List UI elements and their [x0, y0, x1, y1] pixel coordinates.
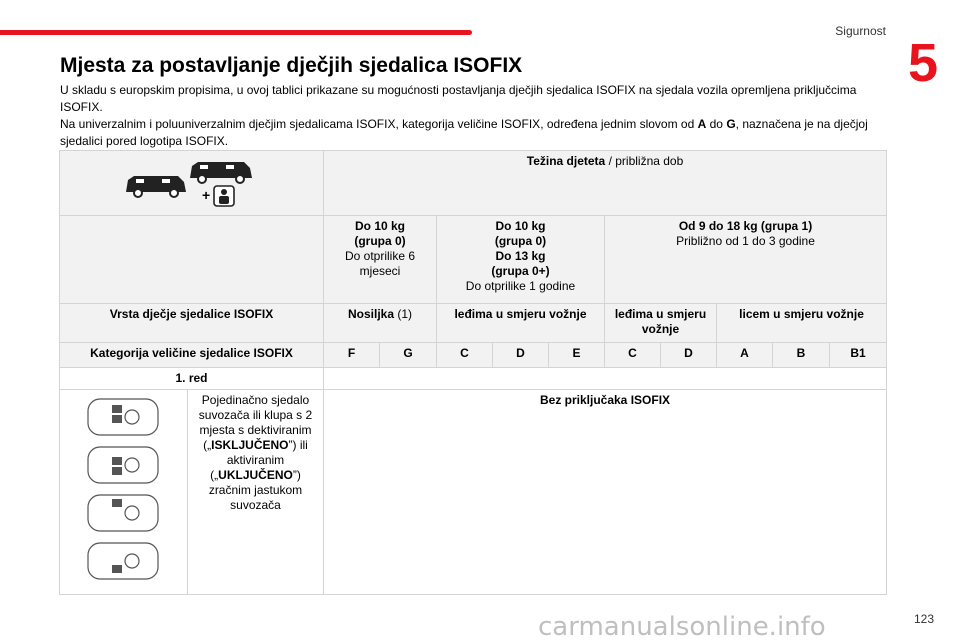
intro-paragraph-1: U skladu s europskim propisima, u ovoj tablici prikazane su mogućnosti postavljanja dječjih sjedalica ISOFIX na sjedala vozila opremljena priključcima ISOFIX.	[60, 83, 857, 114]
no-isofix-cell: Bez priključaka ISOFIX	[324, 390, 887, 595]
van-icon	[126, 176, 186, 197]
type-rear-facing: leđima u smjeru vožnje	[437, 304, 605, 343]
type-nosiljka: Nosiljka (1)	[324, 304, 437, 343]
category-cell: G	[380, 343, 437, 368]
category-cell: D	[493, 343, 549, 368]
row-label-1: 1. red	[60, 368, 324, 390]
isofix-table	[59, 150, 887, 595]
category-cell: A	[717, 343, 773, 368]
car-seat-layout-icon	[74, 395, 174, 585]
van-icon	[190, 162, 252, 183]
vehicle-icons	[122, 154, 262, 208]
category-label: Kategorija veličine sjedalice ISOFIX	[60, 343, 324, 368]
type-rear-facing-2: leđima u smjeru vožnje	[605, 304, 717, 343]
svg-text:+: +	[201, 187, 210, 203]
watermark: carmanualsonline.info	[538, 612, 826, 642]
category-cell: E	[549, 343, 605, 368]
weight-group-0: Do 10 kg (grupa 0) Do otprilike 6 mjeseci	[324, 216, 437, 304]
intro-paragraph-2: Na univerzalnim i poluuniverzalnim dječjim sjedalicama ISOFIX, kategorija veličine ISOFIX, određena jednim slovom od A do G, naznačena je na dječjoj sjedalici pored logotipa ISOFIX.	[60, 117, 868, 148]
seat-description: Pojedinačno sjedalo suvozača ili klupa s 2 mjesta s dektiviranim („ISKLJUČENO”) ili aktiviranim („UKLJUČENO”) zračnim jastukom suvozača	[188, 390, 324, 595]
seat-type-label: Vrsta dječje sjedalice ISOFIX	[60, 304, 324, 343]
section-name: Sigurnost	[835, 24, 886, 38]
weight-header: Težina djeteta / približna dob	[324, 151, 887, 216]
category-cell: B	[773, 343, 830, 368]
type-forward-facing: licem u smjeru vožnje	[717, 304, 887, 343]
page-number: 123	[913, 612, 934, 626]
vehicle-icons-cell	[60, 151, 324, 216]
category-cell: D	[661, 343, 717, 368]
weight-group-1: Od 9 do 18 kg (grupa 1) Približno od 1 do 3 godine	[605, 216, 887, 304]
chapter-number: 5	[907, 33, 938, 93]
weight-group-0plus: Do 10 kg (grupa 0) Do 13 kg (grupa 0+) Do otprilike 1 godine	[437, 216, 605, 304]
category-cell: F	[324, 343, 380, 368]
child-seat-icon	[214, 186, 234, 206]
category-cell: C	[437, 343, 493, 368]
seat-diagram-cell	[60, 390, 188, 595]
category-cell: C	[605, 343, 661, 368]
page-title: Mjesta za postavljanje dječjih sjedalica ISOFIX	[60, 54, 523, 77]
accent-bar	[0, 30, 472, 35]
category-cell: B1	[830, 343, 887, 368]
intro-text	[60, 82, 886, 150]
